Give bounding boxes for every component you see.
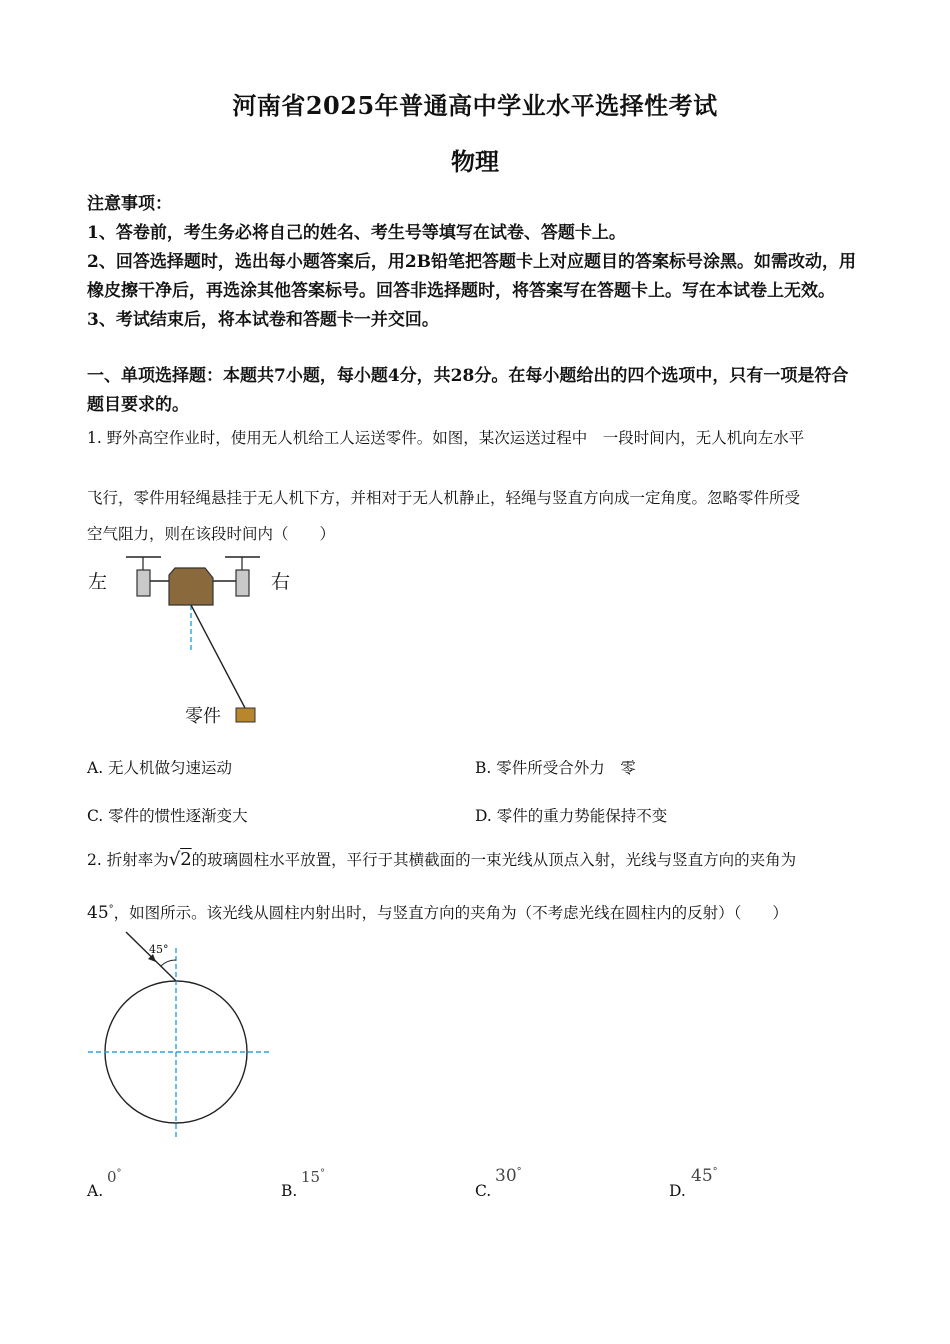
q1-option-b[interactable]: B. 零件所受合外力 零 — [475, 759, 636, 777]
notice-item-2: 2、回答选择题时，选出每小题答案后，用2B铅笔把答题卡上对应题目的答案标号涂黑。如需改动，用橡皮擦干净后，再选涂其他答案标号。回答非选择题时，将答案写在答题卡上。写在本试卷上无效。 — [87, 252, 857, 301]
notice-item-3: 3、考试结束后，将本试卷和答题卡一并交回。 — [87, 310, 439, 330]
q1-line-2: 飞行，零件用轻绳悬挂于无人机下方，并相对于无人机静止，轻绳与竖直方向成一定角度。忽略零件所受 — [87, 489, 801, 507]
left-propeller — [126, 557, 169, 596]
rope — [191, 605, 245, 708]
q1-option-d[interactable]: D. 零件的重力势能保持不变 — [475, 807, 668, 825]
drone-body — [169, 568, 213, 605]
angle-arc — [161, 960, 176, 966]
q1-option-a[interactable]: A. 无人机做匀速运动 — [87, 759, 233, 777]
q2-angle-degree: ° — [108, 904, 114, 915]
q1-option-c[interactable]: C. 零件的惯性逐渐变大 — [87, 807, 248, 825]
q2-line-2 — [87, 900, 863, 923]
q2-line-2-text: ，如图所示。该光线从圆柱内射出时，与竖直方向的夹角为（不考虑光线在圆柱内的反射）（ ） — [113, 904, 788, 923]
label-part: 零件 — [185, 706, 221, 727]
notice-block — [87, 190, 863, 335]
label-left: 左 — [88, 571, 108, 593]
q2-angle-value: 45 — [87, 903, 109, 924]
q2-line-1 — [87, 850, 863, 870]
sqrt-value: 2 — [180, 849, 192, 870]
q2-line-1-pre: 2. 折射率为 — [87, 851, 169, 869]
q2-cylinder-figure — [85, 928, 280, 1143]
angle-label: 45° — [149, 943, 169, 956]
label-right: 右 — [271, 571, 291, 593]
q2-option-a-value[interactable]: 0° — [107, 1168, 122, 1186]
q2-option-b-value[interactable]: 15° — [301, 1168, 326, 1186]
exam-subject: 物理 — [451, 147, 499, 176]
notice-item-1: 1、答卷前，考生务必将自己的姓名、考生号等填写在试卷、答题卡上。 — [87, 223, 626, 243]
q2-option-d-value[interactable]: 45° — [691, 1166, 718, 1186]
q2-option-c-value[interactable]: 30° — [495, 1166, 522, 1186]
q1-line-3: 空气阻力，则在该段时间内（ ） — [87, 525, 336, 543]
q2-option-c-letter[interactable]: C. — [475, 1182, 492, 1200]
right-propeller — [213, 557, 260, 596]
section1-heading: 一、单项选择题：本题共7小题，每小题4分，共28分。在每小题给出的四个选项中，只有一项是符合题目要求的。 — [87, 366, 849, 415]
q2-option-b-letter[interactable]: B. — [281, 1182, 298, 1200]
notice-heading: 注意事项： — [87, 194, 172, 214]
sqrt-symbol: √2 — [168, 849, 192, 870]
q2-line-1-post: 的玻璃圆柱水平放置，平行于其横截面的一束光线从顶点入射，光线与竖直方向的夹角为 — [191, 851, 797, 869]
q2-option-a-letter[interactable]: A. — [87, 1182, 104, 1200]
q1-line-1: 1. 野外高空作业时，使用无人机给工人运送零件。如图，某次运送过程中 一段时间内，无人机向左水平 — [87, 429, 805, 447]
q2-option-d-letter[interactable]: D. — [669, 1182, 686, 1200]
exam-title: 河南省2025年普通高中学业水平选择性考试 — [232, 91, 718, 120]
part-box — [236, 708, 255, 722]
